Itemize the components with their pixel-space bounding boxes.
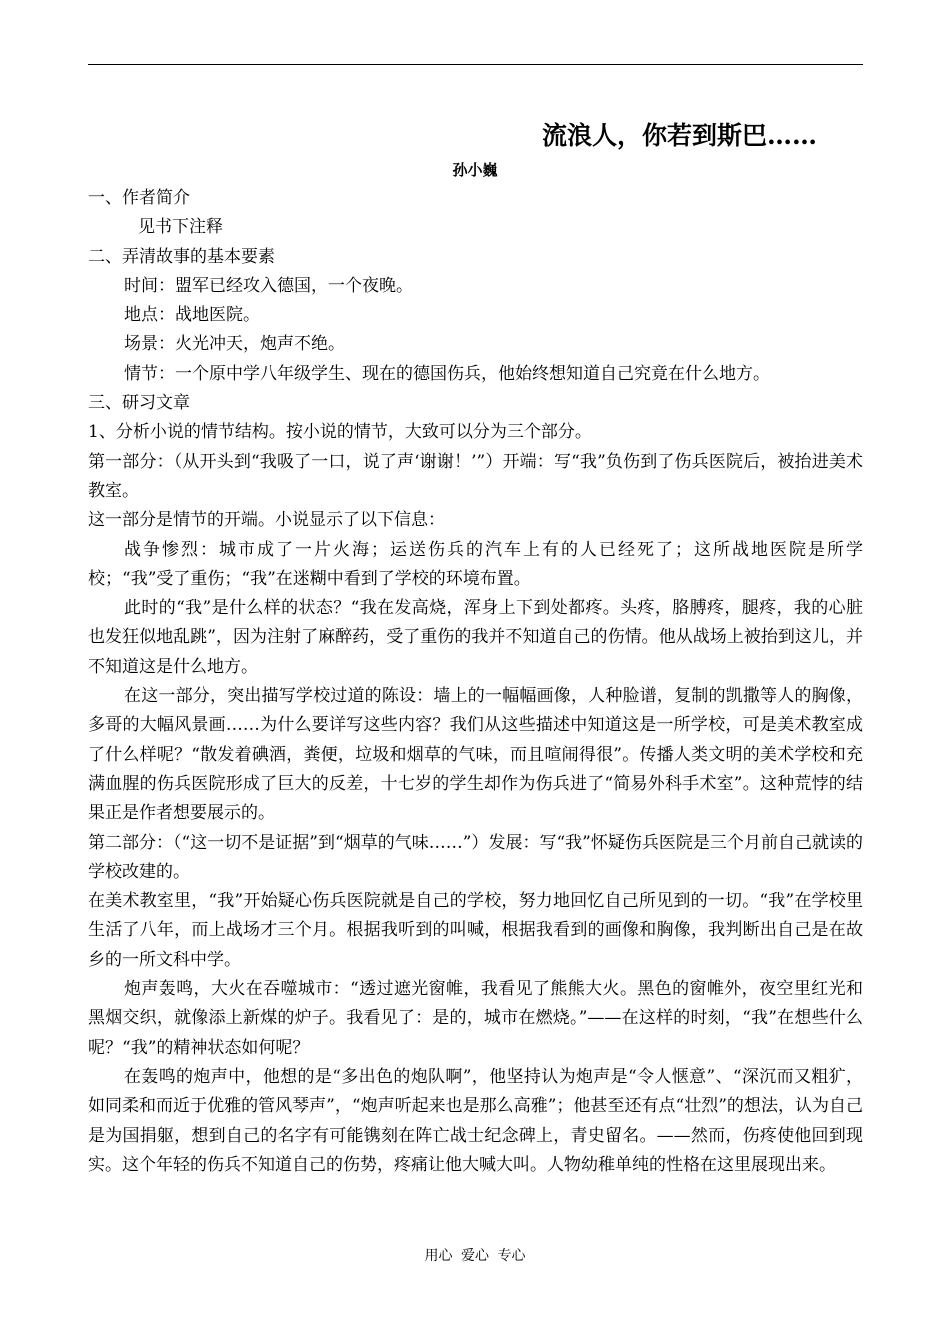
header-rule [88, 64, 863, 65]
paragraph: 1、分析小说的情节结构。按小说的情节，大致可以分为三个部分。 [88, 422, 592, 443]
paragraph: 场景：火光冲天，炮声不绝。 [124, 334, 345, 355]
document-author: 孙小巍 [452, 161, 498, 179]
paragraph: 此时的“我”是什么样的状态？“我在发高烧，浑身上下到处都疼。头疼，胳膊疼，腿疼，我的心脏也发狂似地乱跳”，因为注射了麻醉药，受了重伤的我并不知道自己的伤情。他从战场上被抬到这儿，并不知道这是什么地方。 [88, 598, 863, 677]
paragraph: 这一部分是情节的开端。小说显示了以下信息： [88, 510, 445, 531]
section-heading-study: 三、研习文章 [88, 393, 190, 414]
paragraph: 地点：战地医院。 [124, 305, 260, 326]
document-title: 流浪人，你若到斯巴…… [542, 121, 818, 150]
section-heading-author-intro: 一、作者简介 [88, 188, 190, 208]
paragraph: 第二部分：（“这一切不是证据”到“烟草的气味……”）发展：写“我”怀疑伤兵医院是三个月前自己就读的学校改建的。 [88, 832, 863, 882]
paragraph: 见书下注释 [138, 217, 223, 238]
paragraph: 在这一部分，突出描写学校过道的陈设：墙上的一幅幅画像，人种脸谱，复制的凯撒等人的胸像，多哥的大幅风景画……为什么要详写这些内容？我们从这些描述中知道这是一所学校，可是美术教室成了什么样呢？“散发着碘酒，粪便，垃圾和烟草的气味，而且喧闹得很”。传播人类文明的美术学校和充满血腥的伤兵医院形成了巨大的反差，十七岁的学生却作为伤兵进了“简易外科手术室”。这种荒悖的结果正是作者想要展示的。 [88, 686, 863, 824]
document-body [88, 184, 863, 1180]
page-footer: 用心 爱心 专心 [424, 1248, 526, 1264]
paragraph: 情节：一个原中学八年级学生、现在的德国伤兵，他始终想知道自己究竟在什么地方。 [124, 363, 770, 384]
paragraph: 在轰鸣的炮声中，他想的是“多出色的炮队啊”，他坚持认为炮声是“令人惬意”、“深沉而又粗犷，如同柔和而近于优雅的管风琴声”，“炮声听起来也是那么高雅”；他甚至还有点“壮烈”的想法，认为自己是为国捐躯，想到自己的名字有可能镌刻在阵亡战士纪念碑上，青史留名。——然而，伤疼使他回到现实。这个年轻的伤兵不知道自己的伤势，疼痛让他大喊大叫。人物幼稚单纯的性格在这里展现出来。 [88, 1066, 863, 1175]
paragraph: 第一部分：（从开头到“我吸了一口，说了声‘谢谢！’”）开端：写“我”负伤到了伤兵医院后，被抬进美术教室。 [88, 451, 863, 501]
paragraph: 在美术教室里，“我”开始疑心伤兵医院就是自己的学校，努力地回忆自己所见到的一切。“我”在学校里生活了八年，而上战场才三个月。根据我听到的叫喊，根据我看到的画像和胸像，我判断出自己是在故乡的一所文科中学。 [88, 891, 863, 970]
section-heading-story-elements: 二、弄清故事的基本要素 [88, 246, 275, 267]
paragraph: 战争惨烈：城市成了一片火海；运送伤兵的汽车上有的人已经死了；这所战地医院是所学校；“我”受了重伤；“我”在迷糊中看到了学校的环境布置。 [88, 539, 863, 589]
paragraph: 炮声轰鸣，大火在吞噬城市：“透过遮光窗帷，我看见了熊熊大火。黑色的窗帷外，夜空里红光和黑烟交织，就像添上新煤的炉子。我看见了：是的，城市在燃烧。”——在这样的时刻，“我”在想些什么呢？“我”的精神状态如何呢？ [88, 979, 863, 1058]
paragraph: 时间：盟军已经攻入德国，一个夜晚。 [124, 275, 413, 296]
